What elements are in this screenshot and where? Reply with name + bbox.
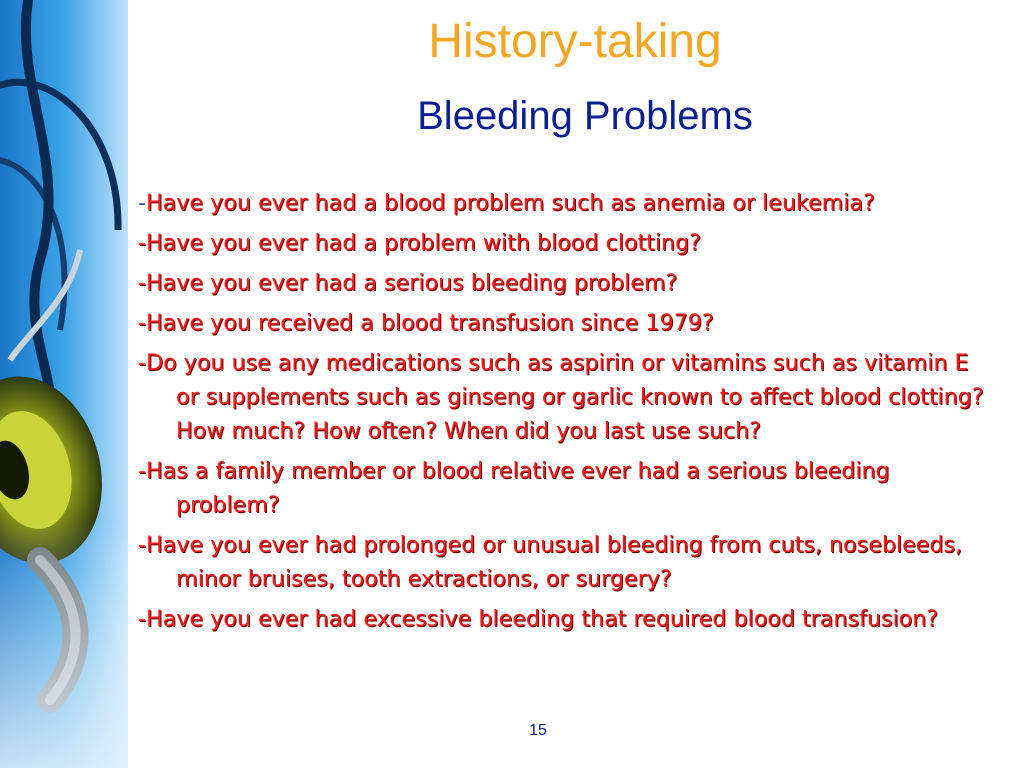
list-item — [138, 186, 998, 220]
question-text: Has a family member or blood relative ever had a serious bleeding problem? — [146, 458, 890, 518]
question-text: Have you ever had a serious bleeding problem? — [146, 270, 678, 296]
list-dash: - — [138, 230, 147, 256]
slide-subtitle: Bleeding Problems — [417, 94, 753, 138]
question-text: Have you ever had a blood problem such as anemia or leukemia? — [146, 190, 875, 216]
list-item — [138, 602, 998, 636]
list-dash: - — [138, 350, 147, 376]
list-dash: - — [138, 190, 147, 216]
slide-title: History-taking — [428, 15, 722, 68]
question-text: Have you ever had prolonged or unusual bleeding from cuts, nosebleeds, minor bruises, tooth extractions, or surgery? — [146, 532, 963, 592]
list-dash: - — [138, 606, 147, 632]
list-item — [138, 306, 998, 340]
list-item — [138, 454, 998, 522]
list-item — [138, 226, 998, 260]
list-dash: - — [138, 458, 147, 484]
list-dash: - — [138, 532, 147, 558]
list-dash: - — [138, 270, 147, 296]
question-list — [138, 186, 998, 642]
question-text: Have you received a blood transfusion since 1979? — [146, 310, 714, 336]
list-item — [138, 266, 998, 300]
list-item — [138, 346, 998, 448]
list-item — [138, 528, 998, 596]
list-dash: - — [138, 310, 147, 336]
page-number: 15 — [529, 722, 547, 739]
question-text: Do you use any medications such as aspirin or vitamins such as vitamin E or supplements such as ginseng or garlic known to affect blood clotting? How much? How often? When did you last use such? — [146, 350, 984, 444]
question-text: Have you ever had excessive bleeding that required blood transfusion? — [146, 606, 939, 632]
question-text: Have you ever had a problem with blood clotting? — [146, 230, 701, 256]
